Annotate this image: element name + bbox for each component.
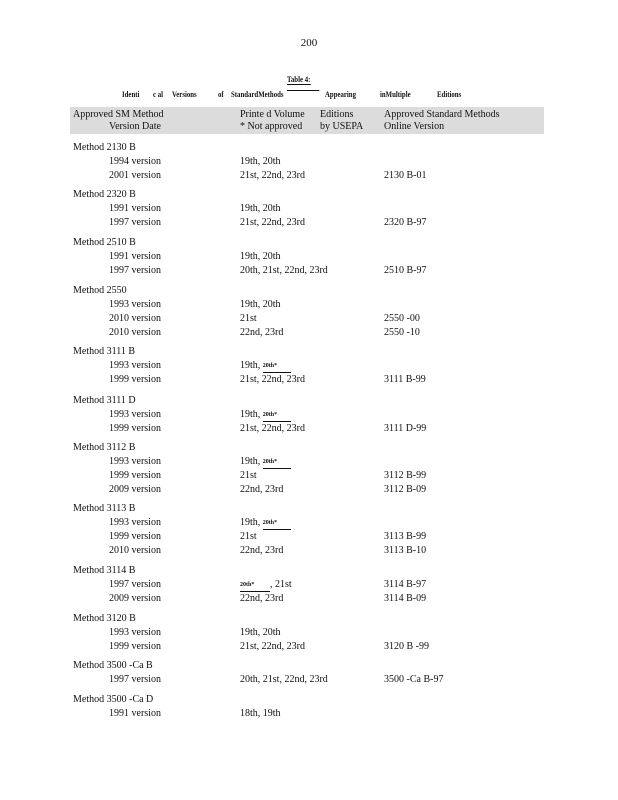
printed-editions (240, 170, 305, 182)
version-date: 1997 version (109, 674, 161, 685)
printed-editions (240, 217, 305, 229)
version-date: 1993 version (109, 409, 161, 420)
title-word: Identi (122, 90, 140, 99)
online-version: 3114 B-97 (384, 579, 427, 590)
page-number: 200 (300, 37, 318, 49)
editions-text: 19th, 20th (240, 251, 281, 262)
online-version: 3114 B-09 (384, 593, 427, 604)
editions-text: 22nd, 23rd (240, 545, 284, 556)
printed-editions (240, 360, 291, 373)
version-date: 2009 version (109, 484, 161, 495)
editions-text: 20th, 21st, 22nd, 23rd (240, 265, 328, 276)
editions-text: 22nd, 23rd (240, 327, 284, 338)
printed-editions (240, 674, 328, 686)
editions-text: 22nd, 23rd (240, 593, 284, 604)
not-approved-edition-text: 20th* (240, 582, 255, 588)
version-date: 1997 version (109, 265, 161, 276)
header-by-usepa: by USEPA (320, 121, 364, 132)
version-date: 2009 version (109, 593, 161, 604)
printed-editions (240, 327, 283, 339)
editions-text: 21st (240, 531, 257, 542)
version-date: 1993 version (109, 456, 161, 467)
editions-text: 20th, 21st, 22nd, 23rd (240, 674, 328, 685)
method-name: Method 3113 B (73, 503, 136, 514)
printed-editions (240, 470, 257, 482)
online-version: 3120 B -99 (384, 641, 429, 652)
title-word: StandardMethods (231, 90, 284, 99)
table-label: Table 4: (287, 75, 311, 84)
editions-text: 21st, 22nd, 23rd (240, 641, 305, 652)
not-approved-edition (240, 579, 270, 592)
online-version: 2550 -00 (384, 313, 420, 324)
header-approved-standard-methods: Approved Standard Methods (384, 109, 500, 120)
version-date: 1999 version (109, 470, 161, 481)
online-version: 3111 B-99 (384, 374, 426, 385)
printed-editions (240, 265, 328, 277)
printed-editions (240, 579, 292, 592)
method-name: Method 3500 -Ca D (73, 694, 154, 705)
editions-text: 19th, 20th (240, 627, 281, 638)
online-version: 2550 -10 (384, 327, 420, 338)
title-word: Versions (172, 90, 197, 99)
version-date: 1991 version (109, 203, 161, 214)
online-version: 3113 B-99 (384, 531, 427, 542)
title-word: Appearing (325, 90, 356, 99)
editions-text: 21st, 22nd, 23rd (240, 170, 305, 181)
printed-editions (240, 641, 305, 653)
editions-text: 19th, (240, 456, 261, 467)
not-approved-edition (263, 360, 291, 373)
version-date: 1999 version (109, 641, 161, 652)
not-approved-edition-text: 20th* (262, 363, 278, 369)
printed-editions (240, 531, 257, 543)
header-printed-volume: Printe d Volume (240, 109, 305, 120)
online-version: 3111 D-99 (384, 423, 427, 434)
editions-text: 21st, 22nd, 23rd (240, 374, 305, 385)
method-name: Method 2130 B (73, 142, 136, 153)
not-approved-edition (263, 456, 291, 469)
method-name: Method 3111 D (73, 395, 136, 406)
printed-editions (240, 203, 281, 215)
not-approved-edition-text: 20th* (262, 520, 278, 526)
printed-editions (240, 251, 281, 263)
version-date: 1999 version (109, 531, 161, 542)
editions-text: , 21st (270, 579, 292, 590)
version-date: 1999 version (109, 374, 161, 385)
editions-text: 18th, 19th (240, 708, 281, 719)
editions-text: 19th, 20th (240, 156, 281, 167)
version-date: 1997 version (109, 579, 161, 590)
header-not-approved: * Not approved (240, 121, 303, 132)
online-version: 2320 B-97 (384, 217, 427, 228)
version-date: 2010 version (109, 545, 161, 556)
method-name: Method 3112 B (73, 442, 136, 453)
version-date: 2001 version (109, 170, 161, 181)
online-version: 3112 B-99 (384, 470, 427, 481)
version-date: 1999 version (109, 423, 161, 434)
online-version: 3500 -Ca B-97 (384, 674, 444, 685)
editions-text: 19th, (240, 517, 261, 528)
editions-text: 19th, (240, 409, 261, 420)
version-date: 1993 version (109, 517, 161, 528)
method-name: Method 3111 B (73, 346, 136, 357)
editions-text: 21st, 22nd, 23rd (240, 217, 305, 228)
editions-text: 19th, (240, 360, 261, 371)
printed-editions (240, 374, 305, 386)
method-name: Method 3114 B (73, 565, 136, 576)
printed-editions (240, 708, 281, 720)
online-version: 2130 B-01 (384, 170, 427, 181)
method-name: Method 3500 -Ca B (73, 660, 153, 671)
title-word: of (218, 90, 224, 99)
not-approved-edition (263, 409, 291, 422)
editions-text: 21st (240, 313, 257, 324)
online-version: 3112 B-09 (384, 484, 427, 495)
version-date: 1991 version (109, 708, 161, 719)
header-editions: Editions (320, 109, 354, 120)
printed-editions (240, 313, 257, 325)
header-approved-sm-method: Approved SM Method (73, 109, 164, 120)
title-underline (287, 90, 319, 91)
title-word: Editions (437, 90, 462, 99)
editions-text: 22nd, 23rd (240, 484, 284, 495)
printed-editions (240, 423, 305, 435)
title-word: inMultiple (380, 90, 411, 99)
method-name: Method 2550 (73, 285, 127, 296)
version-date: 1993 version (109, 299, 161, 310)
method-name: Method 2510 B (73, 237, 136, 248)
printed-editions (240, 456, 291, 469)
version-date: 2010 version (109, 327, 161, 338)
not-approved-edition-text: 20th* (262, 412, 278, 418)
title-word: c al (153, 90, 164, 99)
header-online-version: Online Version (384, 121, 445, 132)
not-approved-edition-text: 20th* (262, 459, 278, 465)
version-date: 1993 version (109, 360, 161, 371)
editions-text: 21st, 22nd, 23rd (240, 423, 305, 434)
version-date: 2010 version (109, 313, 161, 324)
printed-editions (240, 517, 291, 530)
version-date: 1994 version (109, 156, 161, 167)
editions-text: 19th, 20th (240, 203, 281, 214)
not-approved-edition (263, 517, 291, 530)
online-version: 3113 B-10 (384, 545, 427, 556)
printed-editions (240, 484, 283, 496)
printed-editions (240, 299, 281, 311)
editions-text: 21st (240, 470, 257, 481)
header-version-date: Version Date (109, 121, 161, 132)
printed-editions (240, 593, 283, 605)
printed-editions (240, 156, 281, 168)
printed-editions (240, 409, 291, 422)
printed-editions (240, 627, 281, 639)
method-name: Method 2320 B (73, 189, 136, 200)
version-date: 1997 version (109, 217, 161, 228)
version-date: 1993 version (109, 627, 161, 638)
printed-editions (240, 545, 283, 557)
editions-text: 19th, 20th (240, 299, 281, 310)
version-date: 1991 version (109, 251, 161, 262)
method-name: Method 3120 B (73, 613, 136, 624)
online-version: 2510 B-97 (384, 265, 427, 276)
